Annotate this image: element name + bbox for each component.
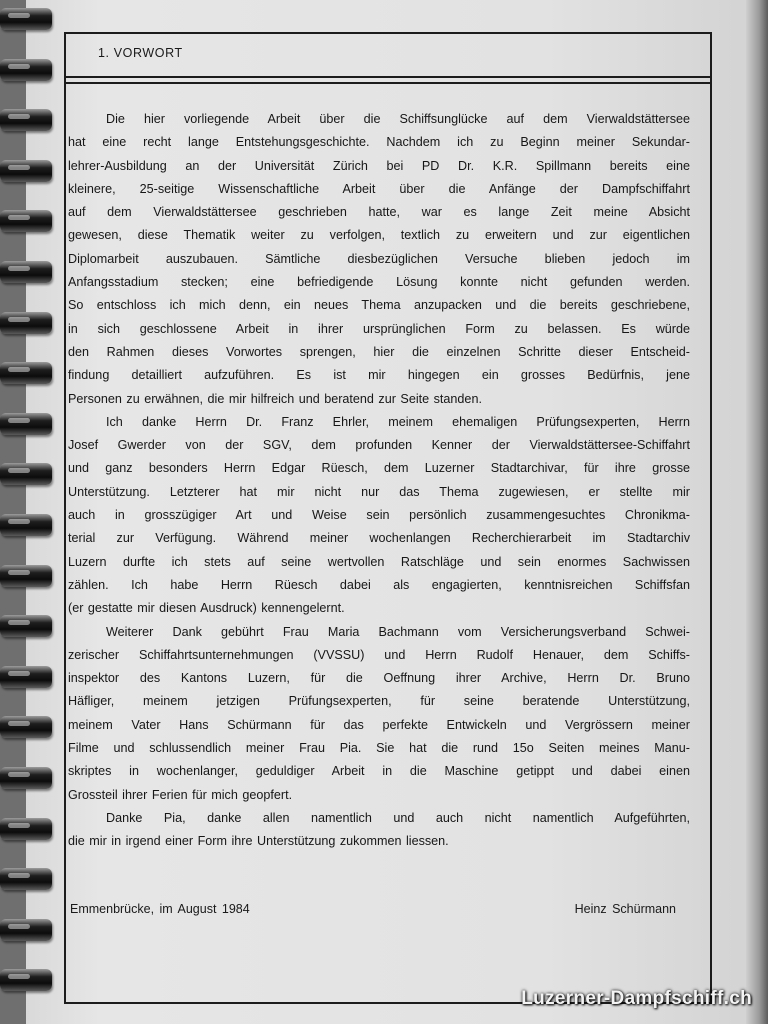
body-text-line: zählen. Ich habe Herrn Rüesch dabei als engagierten, kenntnisreichen Schiffsfan (68, 577, 690, 592)
binding-ring (0, 868, 52, 890)
body-text-line: Grossteil ihrer Ferien für mich geopfert. (68, 787, 293, 802)
body-text-line: meinem Vater Hans Schürmann für das perfekte Entwickeln und Vergrössern meiner (68, 717, 690, 732)
binding-ring (0, 210, 52, 232)
binding-ring (0, 514, 52, 536)
foreword-body (68, 108, 690, 854)
body-text-line: (er gestatte mir diesen Ausdruck) kennengelernt. (68, 601, 345, 616)
body-text-line: zerischer Schiffahrtsunternehmungen (VVSSU) und Herrn Rudolf Henauer, dem Schiffs- (68, 647, 690, 662)
binding-ring (0, 8, 52, 30)
body-text-line: hat eine recht lange Entstehungsgeschichte. Nachdem ich zu Beginn meiner Sekundar- (68, 135, 690, 150)
body-text-line: findung detailliert aufzuführen. Es ist mir hingegen ein grosses Bedürfnis, jene (68, 368, 690, 383)
page-stack-edge (746, 0, 768, 1024)
binding-ring (0, 716, 52, 738)
header-box (66, 34, 710, 78)
binding-ring (0, 109, 52, 131)
body-text-line: und ganz besonders Herrn Edgar Rüesch, dem Luzerner Stadtarchivar, für ihre grosse (68, 461, 690, 476)
binding-ring (0, 261, 52, 283)
binding-ring (0, 818, 52, 840)
body-text-line: Weiterer Dank gebührt Frau Maria Bachmann vom Versicherungsverband Schwei- (106, 624, 690, 639)
body-text-line: Personen zu erwähnen, die mir hilfreich und beratend zur Seite standen. (68, 391, 482, 406)
body-text-line: So entschloss ich mich denn, ein neues Thema anzupacken und die bereits geschriebene, (68, 298, 690, 313)
binding-ring (0, 463, 52, 485)
body-text-line: Danke Pia, danke allen namentlich und auch nicht namentlich Aufgeführten, (106, 810, 690, 825)
body-text-line: inspektor des Kantons Luzern, für die Oeffnung ihrer Archive, Herrn Dr. Bruno (68, 671, 690, 686)
body-text-line: Unterstützung. Letzterer hat mir nicht nur das Thema zugewiesen, er stellte mir (68, 484, 690, 499)
spiral-binding (0, 0, 56, 1024)
body-text-line: gewesen, diese Thematik weiter zu verfolgen, textlich zu erweitern und zur eigentlichen (68, 228, 690, 243)
binding-ring (0, 160, 52, 182)
body-text-line: Häfliger, meinem jetzigen Prüfungsexperten, für seine beratende Unterstützung, (68, 694, 690, 709)
body-text-line: in sich geschlossene Arbeit in ihrer ursprünglichen Form zu belassen. Es würde (68, 321, 690, 336)
body-text-line: lehrer-Ausbildung an der Universität Zürich bei PD Dr. K.R. Spillmann bereits eine (68, 158, 690, 173)
body-text-line: den Rahmen dieses Vorwortes sprengen, hier die einzelnen Schritte dieser Entscheid- (68, 344, 690, 359)
binding-ring (0, 767, 52, 789)
body-text-line: die mir in irgend einer Form ihre Unterstützung zukommen liessen. (68, 834, 449, 849)
binding-ring (0, 969, 52, 991)
body-text-line: Luzern durfte ich stets auf seine wertvollen Ratschläge und sein enormes Sachwissen (68, 554, 690, 569)
binding-ring (0, 413, 52, 435)
watermark-text: Luzerner-Dampfschiff.ch (521, 988, 752, 1009)
binding-ring (0, 565, 52, 587)
page-border-frame (64, 32, 712, 1004)
binding-ring (0, 312, 52, 334)
binding-ring (0, 362, 52, 384)
body-text-line: Josef Gwerder von der SGV, dem profunden Kenner der Vierwaldstättersee-Schiffahrt (68, 438, 690, 453)
body-text-line: Diplomarbeit auszubauen. Sämtliche diesbezüglichen Versuche blieben jedoch im (68, 251, 690, 266)
binding-ring (0, 59, 52, 81)
body-text-line: terial zur Verfügung. Während meiner wochenlangen Recherchierarbeit im Stadtarchiv (68, 531, 690, 546)
body-text-line: Anfangsstadium stecken; eine befriedigende Lösung konnte nicht gefunden werden. (68, 275, 690, 290)
binding-ring (0, 666, 52, 688)
body-text-line: auf dem Vierwaldstättersee geschrieben hatte, war es lange Zeit meine Absicht (68, 205, 690, 220)
body-text-line: skriptes in wochenlanger, geduldiger Arbeit in die Maschine getippt und dabei einen (68, 764, 690, 779)
binding-ring (0, 919, 52, 941)
header-double-rule (66, 82, 710, 84)
body-text-line: kleinere, 25-seitige Wissenschaftliche Arbeit über die Anfänge der Dampfschiffahrt (68, 181, 690, 196)
body-text-line: Die hier vorliegende Arbeit über die Schiffsunglücke auf dem Vierwaldstättersee (106, 112, 690, 126)
binding-ring (0, 615, 52, 637)
section-title: 1. VORWORT (98, 46, 183, 60)
body-text-line: auch in grosszügiger Art und Weise sein persönlich zusammengesuchtes Chronikma- (68, 508, 690, 523)
place-and-date: Emmenbrücke, im August 1984 (70, 902, 250, 916)
author-signature: Heinz Schürmann (574, 902, 676, 916)
body-text-line: Ich danke Herrn Dr. Franz Ehrler, meinem ehemaligen Prüfungsexperten, Herrn (106, 414, 690, 429)
body-text-line: Filme und schlussendlich meiner Frau Pia. Sie hat die rund 15o Seiten meines Manu- (68, 741, 690, 756)
